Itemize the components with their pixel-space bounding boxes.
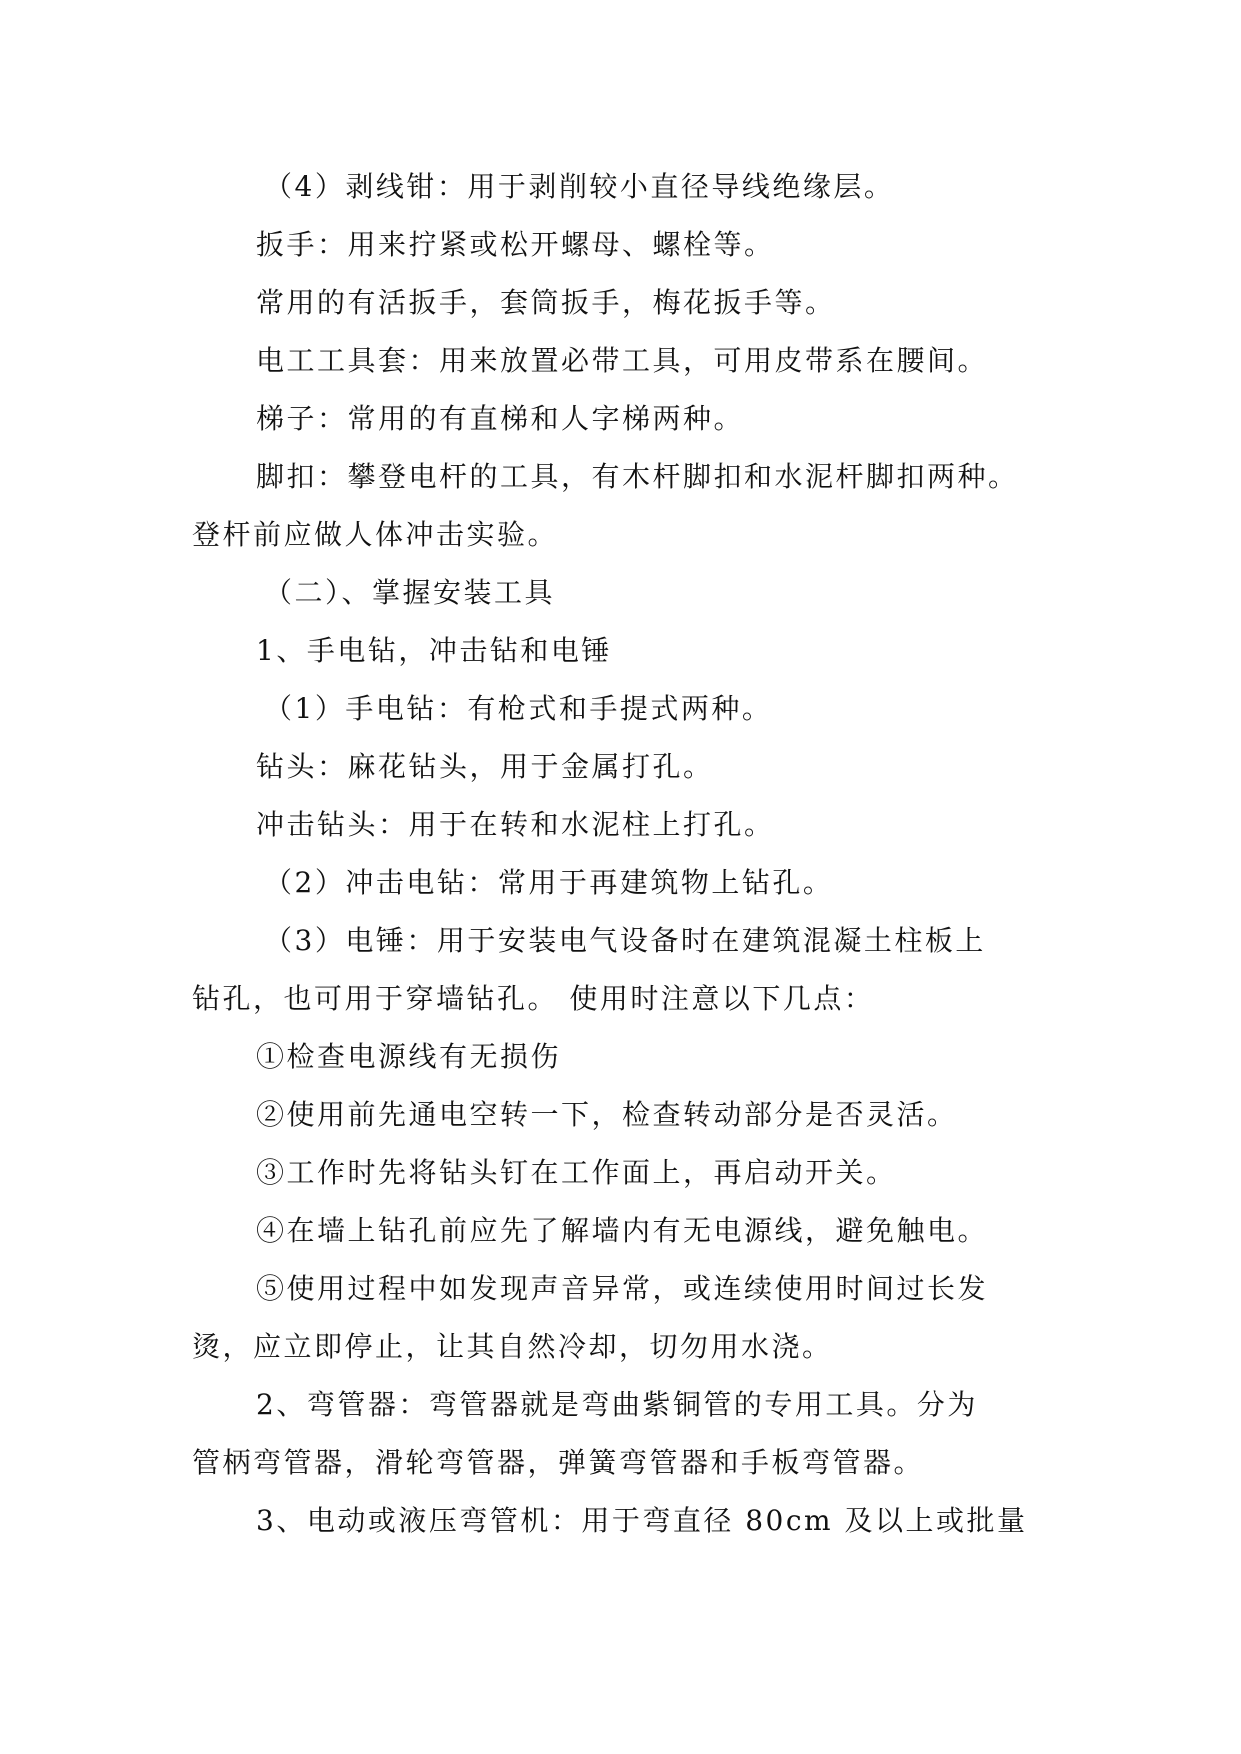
text-line: （4）剥线钳：用于剥削较小直径导线绝缘层。 bbox=[264, 170, 895, 203]
text-line: （2）冲击电钻：常用于再建筑物上钻孔。 bbox=[264, 866, 834, 899]
text-line: 钻头：麻花钻头，用于金属打孔。 bbox=[256, 750, 714, 783]
text-line: 钻孔，也可用于穿墙钻孔。 使用时注意以下几点： bbox=[192, 982, 875, 1015]
list-item: ①检查电源线有无损伤 bbox=[256, 1040, 562, 1073]
text-line: 梯子：常用的有直梯和人字梯两种。 bbox=[256, 402, 745, 435]
text-line: 电工工具套：用来放置必带工具，可用皮带系在腰间。 bbox=[256, 344, 989, 377]
text-line: 1、手电钻，冲击钻和电锤 bbox=[256, 634, 612, 667]
list-item: ④在墙上钻孔前应先了解墙内有无电源线，避免触电。 bbox=[256, 1214, 989, 1247]
list-item: ③工作时先将钻头钉在工作面上，再启动开关。 bbox=[256, 1156, 897, 1189]
text-line: 3、电动或液压弯管机：用于弯直径 80cm 及以上或批量 bbox=[256, 1504, 1028, 1537]
list-item: ②使用前先通电空转一下，检查转动部分是否灵活。 bbox=[256, 1098, 958, 1131]
text-line: （3）电锤：用于安装电气设备时在建筑混凝土柱板上 bbox=[264, 924, 986, 957]
text-line: 管柄弯管器，滑轮弯管器，弹簧弯管器和手板弯管器。 bbox=[192, 1446, 925, 1479]
text-line: 登杆前应做人体冲击实验。 bbox=[192, 518, 559, 551]
text-line: （1）手电钻：有枪式和手提式两种。 bbox=[264, 692, 773, 725]
text-line: 常用的有活扳手，套筒扳手，梅花扳手等。 bbox=[256, 286, 836, 319]
section-heading: （二）、掌握安装工具 bbox=[264, 576, 556, 609]
text-line: 扳手：用来拧紧或松开螺母、螺栓等。 bbox=[256, 228, 775, 261]
text-line: 2、弯管器：弯管器就是弯曲紫铜管的专用工具。分为 bbox=[256, 1388, 978, 1421]
list-item: ⑤使用过程中如发现声音异常，或连续使用时间过长发 bbox=[256, 1272, 989, 1305]
text-line: 脚扣：攀登电杆的工具，有木杆脚扣和水泥杆脚扣两种。 bbox=[256, 460, 1019, 493]
text-line: 冲击钻头：用于在转和水泥柱上打孔。 bbox=[256, 808, 775, 841]
text-line: 烫，应立即停止，让其自然冷却，切勿用水浇。 bbox=[192, 1330, 833, 1363]
document-body bbox=[192, 158, 1072, 1550]
